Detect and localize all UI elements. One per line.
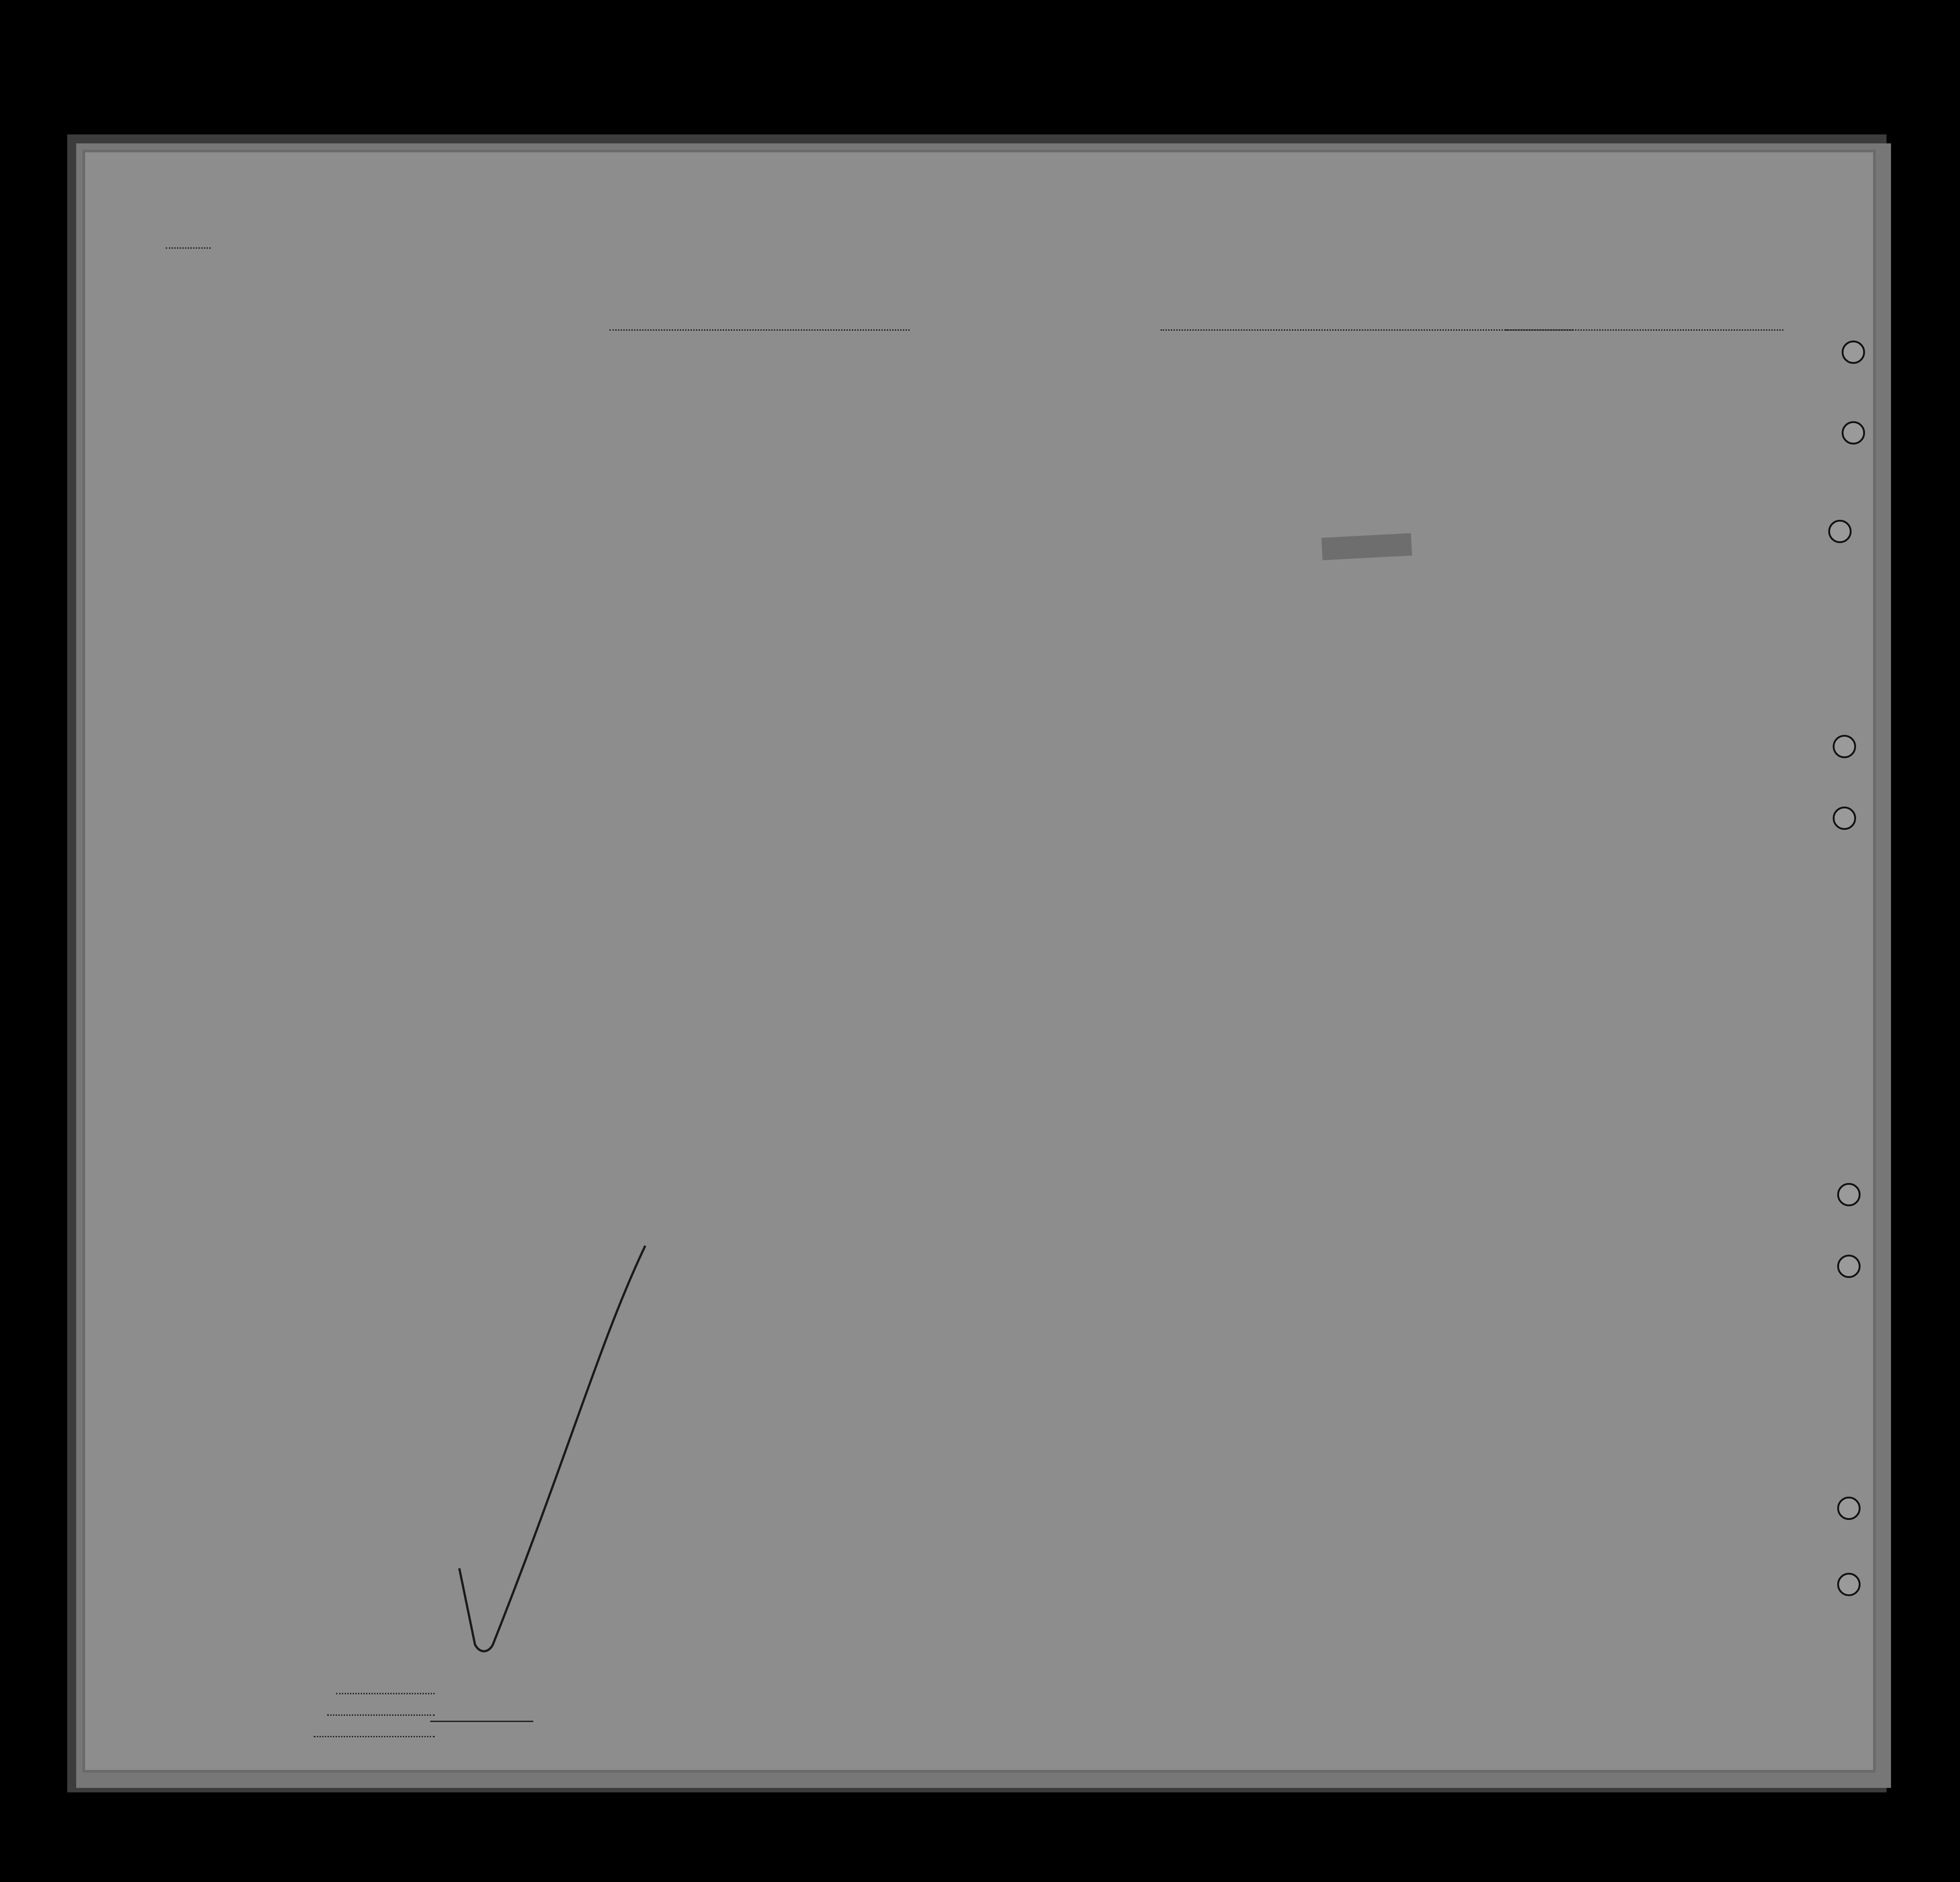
binder-hole	[1837, 1255, 1861, 1278]
binder-hole	[1837, 1183, 1861, 1206]
binder-hole	[1842, 421, 1865, 445]
binder-hole	[1828, 520, 1852, 543]
binder-hole	[1837, 1573, 1861, 1596]
binder-hole	[1837, 1497, 1861, 1520]
binder-hole	[1833, 735, 1856, 758]
binder-hole	[1833, 807, 1856, 830]
manifest-sheet	[85, 152, 1873, 1770]
pen-stroke-layer	[85, 152, 1873, 1770]
total-underline	[430, 1721, 533, 1722]
aliens-leader	[314, 1736, 435, 1737]
pen-stroke	[459, 1246, 645, 1651]
us-citizens-leader	[327, 1714, 435, 1716]
binder-hole	[1842, 341, 1865, 364]
total-passengers-leader	[336, 1693, 435, 1694]
